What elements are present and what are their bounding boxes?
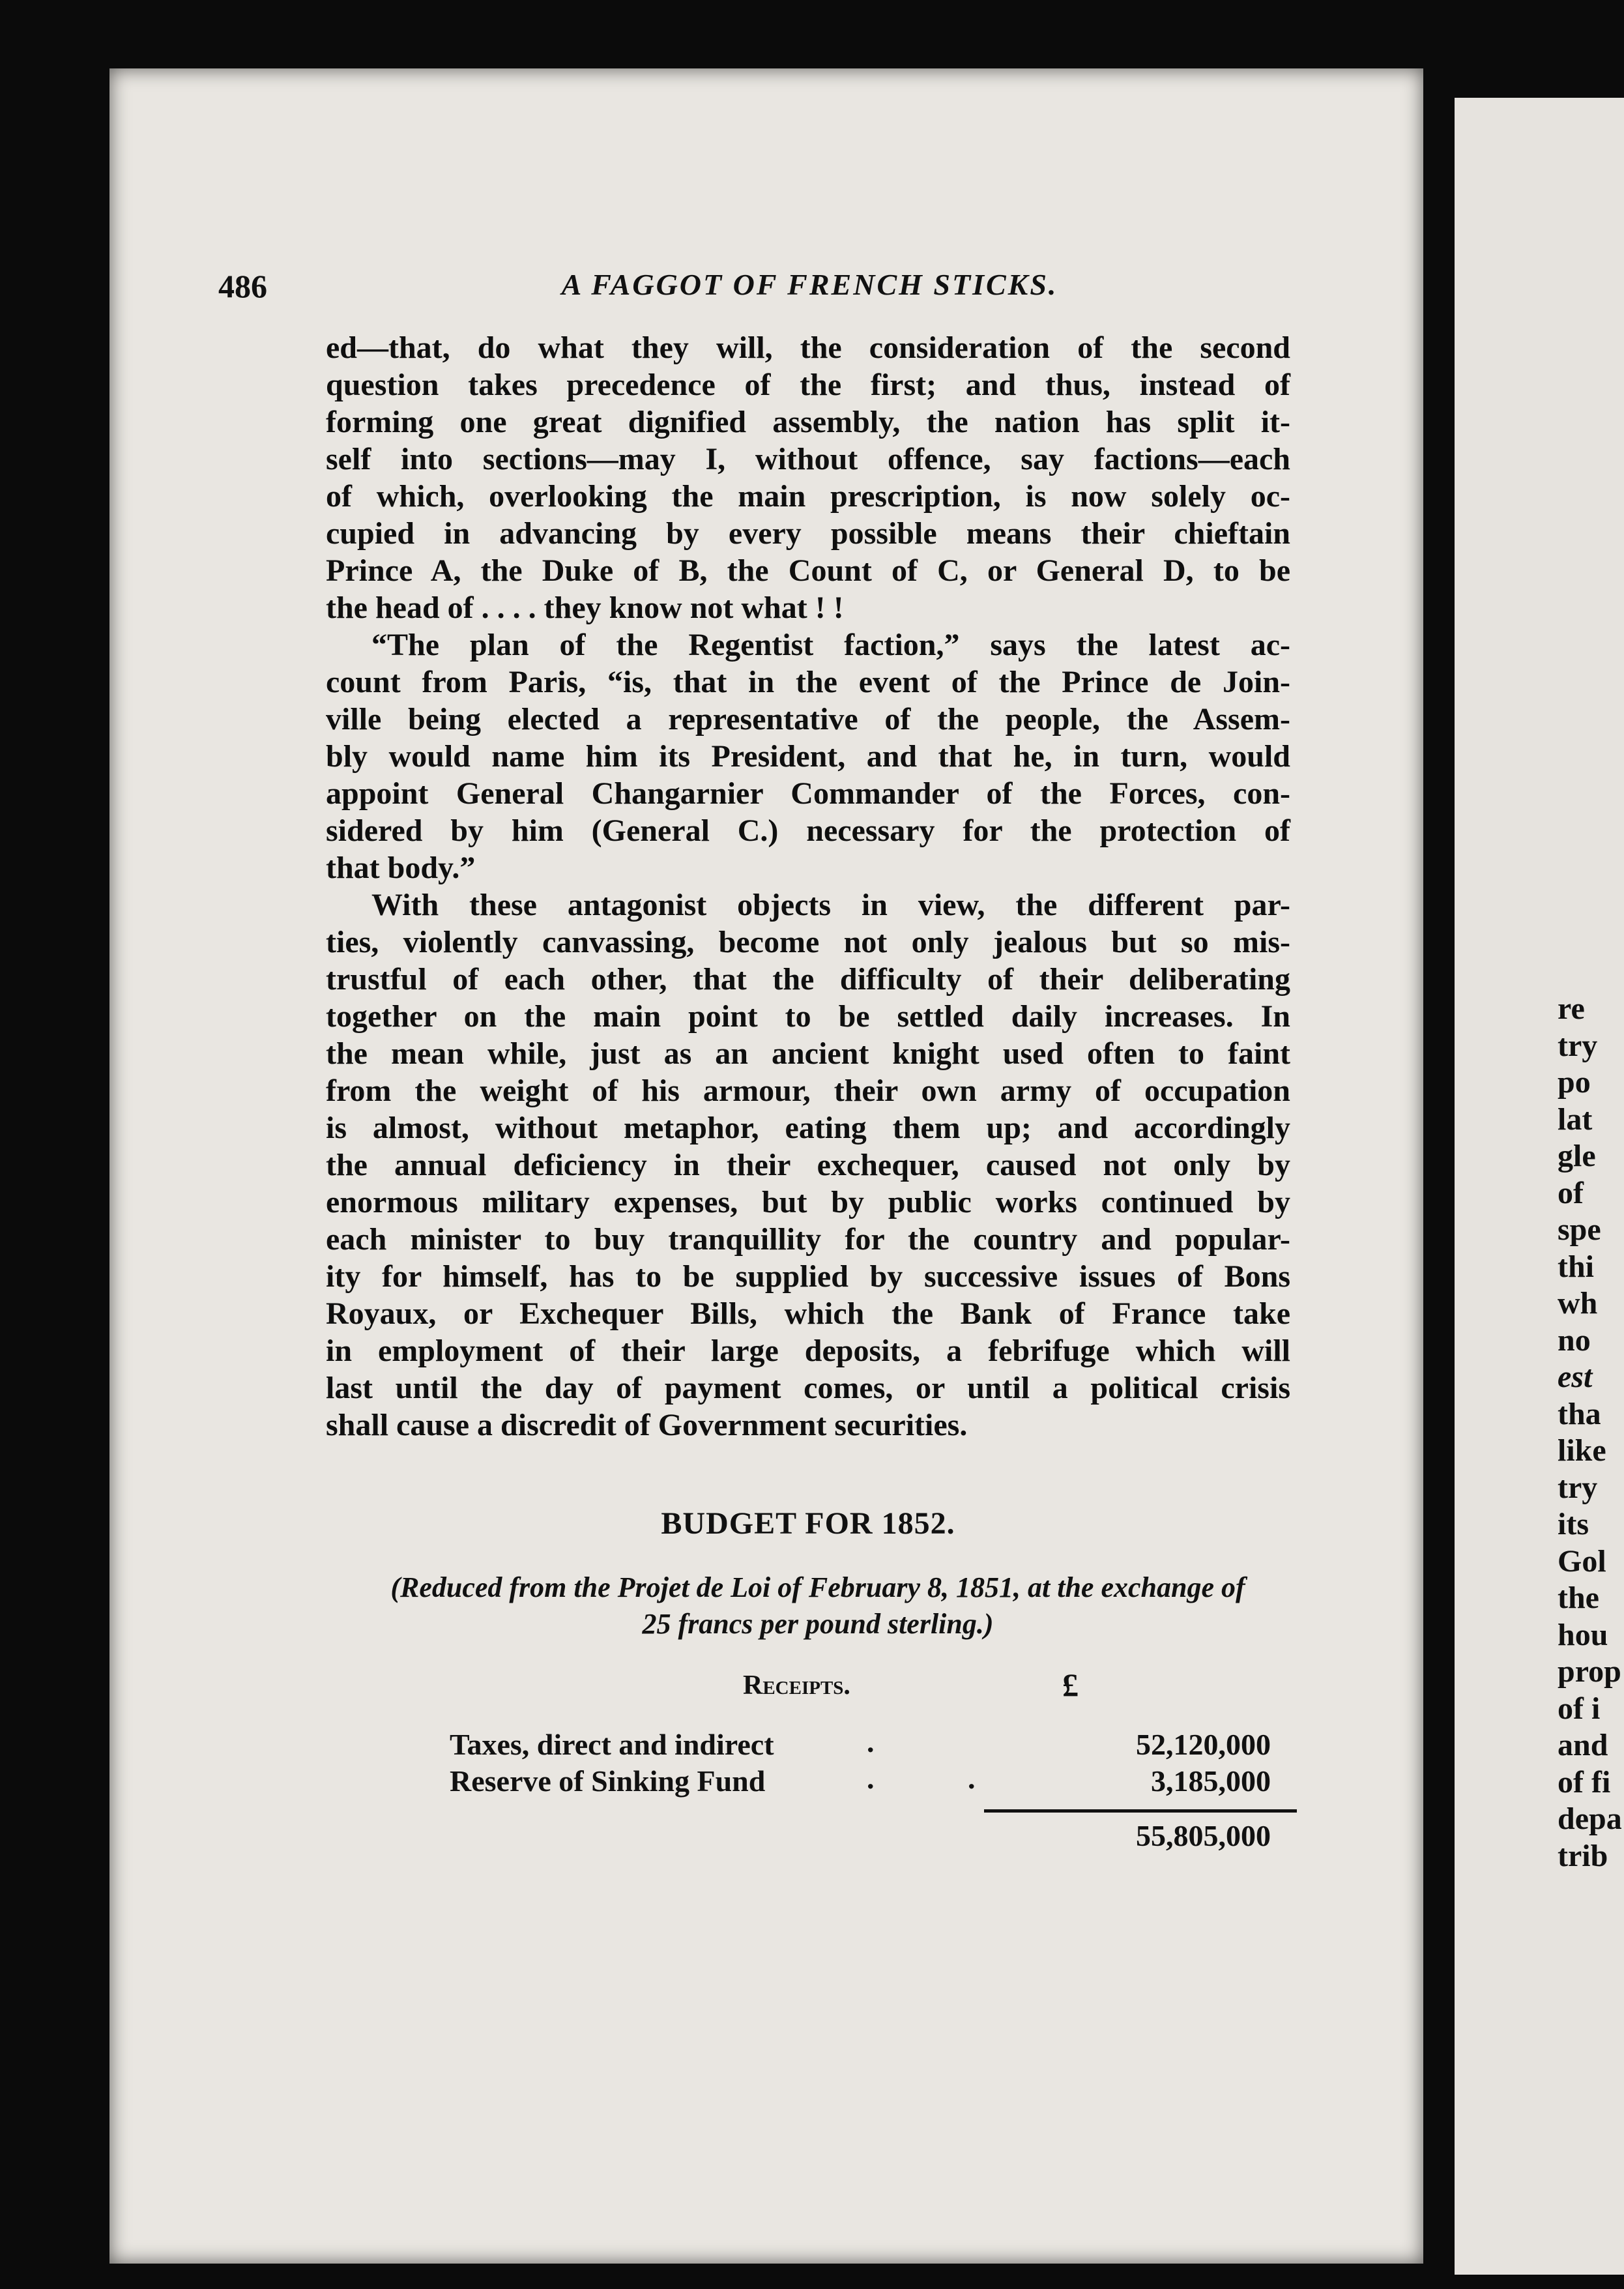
fragment-line: try <box>1558 1028 1598 1063</box>
text-line: together on the main point to be settled daily increases. In <box>326 999 1290 1034</box>
text-line: the head of . . . . they know not what ! ! <box>326 590 844 625</box>
text-line: bly would name him its President, and that he, in turn, would <box>326 739 1290 774</box>
fragment-line: spe <box>1558 1212 1601 1247</box>
text-line: sidered by him (General C.) necessary for the protection of <box>326 813 1290 848</box>
total-amount: 55,805,000 <box>1136 1819 1271 1852</box>
text-line: self into sections—may I, without offence, say factions—each <box>326 442 1290 476</box>
fragment-line: hou <box>1558 1617 1608 1652</box>
fragment-line: prop <box>1558 1654 1621 1689</box>
fragment-line: gle <box>1558 1139 1596 1173</box>
adjacent-page-text <box>1558 991 1622 1874</box>
leader-dot: . <box>867 1762 875 1795</box>
text-line: in employment of their large deposits, a febrifuge which will <box>326 1334 1290 1368</box>
text-line: Royaux, or Exchequer Bills, which the Bank of France take <box>326 1296 1290 1331</box>
text-line: of which, overlooking the main prescription, is now solely oc- <box>326 479 1290 514</box>
fragment-line: no <box>1558 1322 1591 1358</box>
fragment-line: like <box>1558 1433 1606 1468</box>
text-line: the mean while, just as an ancient knight used often to faint <box>326 1036 1290 1071</box>
fragment-line: of i <box>1558 1691 1601 1726</box>
text-line: that body.” <box>326 851 476 885</box>
text-line: count from Paris, “is, that in the event of the Prince de Join- <box>326 665 1290 699</box>
receipt-amount: 52,120,000 <box>1136 1728 1271 1761</box>
text-line: ity for himself, has to be supplied by successive issues of Bons <box>326 1259 1290 1294</box>
total-rule <box>984 1809 1297 1813</box>
receipts-label: Receipts. <box>743 1670 850 1700</box>
text-line: ed—that, do what they will, the consideration of the second <box>326 330 1290 365</box>
fragment-line: est <box>1558 1360 1593 1394</box>
budget-title: BUDGET FOR 1852. <box>661 1506 955 1541</box>
fragment-line: Gol <box>1558 1543 1606 1579</box>
body-text <box>326 329 1290 1444</box>
text-line: from the weight of his armour, their own army of occupation <box>326 1073 1290 1108</box>
receipt-label: Taxes, direct and indirect <box>450 1728 774 1761</box>
text-line: last until the day of payment comes, or until a political crisis <box>326 1371 1290 1405</box>
text-line: “The plan of the Regentist faction,” says the latest ac- <box>371 628 1290 662</box>
page-header <box>218 267 1303 319</box>
budget-note <box>332 1569 1303 1642</box>
fragment-line: re <box>1558 991 1585 1026</box>
text-line: question takes precedence of the first; and thus, instead of <box>326 368 1290 402</box>
fragment-line: of <box>1558 1175 1584 1210</box>
fragment-line: the <box>1558 1581 1599 1615</box>
fragment-line: thi <box>1558 1249 1595 1284</box>
receipt-row <box>326 1764 1290 1800</box>
text-line: each minister to buy tranquillity for the country and popular- <box>326 1222 1290 1257</box>
leader-dot: . <box>968 1762 976 1795</box>
receipts-table <box>326 1727 1290 1800</box>
fragment-line: tha <box>1558 1396 1601 1431</box>
text-line: trustful of each other, that the difficulty of their deliberating <box>326 962 1290 997</box>
fragment-line: and <box>1558 1728 1608 1762</box>
fragment-line: depa <box>1558 1801 1622 1836</box>
text-line: Prince A, the Duke of B, the Count of C, or General D, to be <box>326 553 1290 588</box>
receipt-row <box>326 1727 1290 1764</box>
text-line: With these antagonist objects in view, the different par- <box>371 888 1290 922</box>
text-line: appoint General Changarnier Commander of the Forces, con- <box>326 776 1290 811</box>
fragment-line: of fi <box>1558 1764 1611 1800</box>
fragment-line: trib <box>1558 1838 1608 1873</box>
fragment-line: try <box>1558 1470 1598 1505</box>
fragment-line: its <box>1558 1507 1589 1541</box>
total-row <box>326 1818 1290 1855</box>
text-line: shall cause a discredit of Government securities. <box>326 1408 968 1442</box>
budget-note-line: 25 francs per pound sterling.) <box>642 1608 994 1640</box>
budget-note-line: (Reduced from the Projet de Loi of February 8, 1851, at the exchange of <box>390 1571 1245 1603</box>
pound-sterling-symbol: £ <box>1062 1667 1079 1703</box>
running-title: A FAGGOT OF FRENCH STICKS. <box>561 268 1058 301</box>
page-number: 486 <box>218 268 267 304</box>
text-line: ville being elected a representative of the people, the Assem- <box>326 702 1290 736</box>
fragment-line: wh <box>1558 1286 1598 1320</box>
receipt-amount: 3,185,000 <box>1151 1764 1271 1798</box>
text-line: ties, violently canvassing, become not only jealous but so mis- <box>326 925 1290 959</box>
receipt-label: Reserve of Sinking Fund <box>450 1764 766 1798</box>
text-line: forming one great dignified assembly, the nation has split it- <box>326 405 1290 439</box>
text-line: the annual deficiency in their exchequer, caused not only by <box>326 1148 1290 1182</box>
leader-dot: . <box>867 1725 875 1758</box>
text-line: cupied in advancing by every possible means their chieftain <box>326 516 1290 551</box>
text-line: is almost, without metaphor, eating them up; and accordingly <box>326 1111 1290 1145</box>
text-line: enormous military expenses, but by public works continued by <box>326 1185 1290 1219</box>
receipts-header <box>326 1667 1290 1709</box>
fragment-line: po <box>1558 1065 1591 1100</box>
fragment-line: lat <box>1558 1101 1593 1137</box>
